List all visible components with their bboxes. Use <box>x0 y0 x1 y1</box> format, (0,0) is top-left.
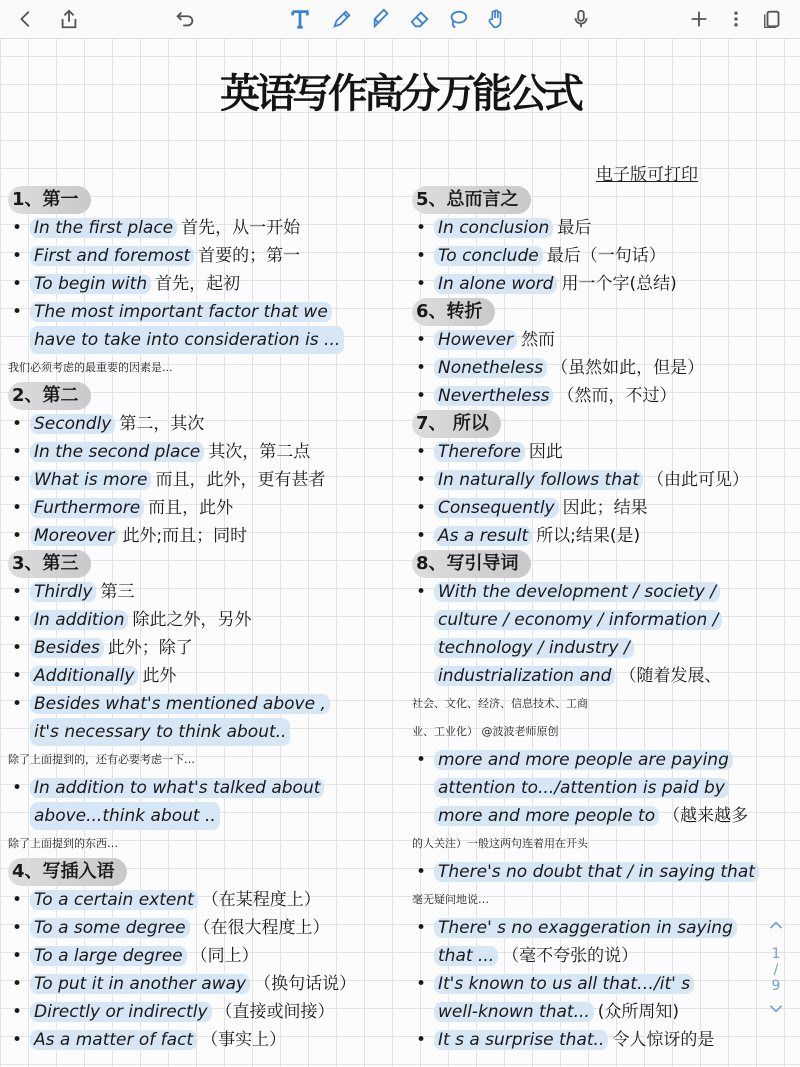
section-heading: 3、第三 <box>8 550 91 578</box>
add-icon[interactable] <box>686 0 712 38</box>
phrase-english: In addition <box>30 610 128 630</box>
list-item <box>8 970 403 998</box>
phrase-text-wrap <box>434 634 634 662</box>
list-item <box>8 606 403 634</box>
phrase-meaning: 然而 <box>521 330 556 350</box>
list-item <box>8 298 403 326</box>
bullet-dot: • <box>416 862 427 882</box>
phrase-continuation: above...think about .. <box>30 802 220 830</box>
continuation-line <box>412 774 800 802</box>
bullet-dot: • <box>12 946 23 966</box>
phrase-text-wrap <box>434 858 759 886</box>
phrase-continuation: attention to.../attention is paid by <box>434 778 729 798</box>
list-item <box>412 746 800 774</box>
section-heading: 2、第二 <box>8 382 91 410</box>
phrase-text-wrap <box>434 494 648 522</box>
phrase-continuation: more and more people to <box>434 806 659 826</box>
phrase-meaning: （虽然如此，但是） <box>551 358 705 378</box>
phrase-meaning: 用一个字(总结) <box>561 274 677 294</box>
phrase-meaning: 首要的；第一 <box>198 246 301 266</box>
phrase-english: To conclude <box>434 246 543 266</box>
phrase-meaning: 最后 <box>557 218 592 238</box>
phrase-text-wrap <box>434 326 555 354</box>
phrase-meaning: （同上） <box>190 946 259 966</box>
phrase-meaning: 令人惊讶的是 <box>612 1030 715 1050</box>
list-item <box>8 466 403 494</box>
list-item <box>8 634 403 662</box>
phrase-meaning: 此外;而且；同时 <box>122 526 248 546</box>
left-column <box>8 186 403 1054</box>
page-navigator <box>766 918 786 1018</box>
bullet-dot: • <box>12 302 23 322</box>
phrase-english: As a matter of fact <box>30 1030 197 1050</box>
list-item <box>412 326 800 354</box>
phrase-english: Nevertheless <box>434 386 553 406</box>
bullet-dot: • <box>12 218 23 238</box>
phrase-meaning: （随着发展、 <box>619 666 722 686</box>
phrase-meaning: （毫不夸张的说） <box>502 946 639 966</box>
phrase-english: As a result <box>434 526 532 546</box>
phrase-text-wrap <box>30 242 300 270</box>
phrase-meaning: 而且，此外，更有甚者 <box>155 470 326 490</box>
bullet-dot: • <box>416 470 427 490</box>
section-heading: 6、转折 <box>412 298 495 326</box>
phrase-meaning: 第三 <box>100 582 135 602</box>
phrase-meaning: （越来越多 <box>663 806 749 826</box>
phrase-continuation: it's necessary to think about.. <box>30 718 290 746</box>
phrase-meaning: （换句话说） <box>254 974 357 994</box>
phrase-text-wrap <box>30 970 356 998</box>
list-item <box>8 774 403 802</box>
lasso-icon[interactable] <box>444 0 472 38</box>
undo-icon[interactable] <box>172 0 198 38</box>
translation-line: 除了上面提到的，还有必要考虑一下… <box>8 753 195 766</box>
bullet-dot: • <box>12 694 23 714</box>
pages-icon[interactable] <box>760 0 786 38</box>
phrase-text-wrap <box>434 802 748 830</box>
section-heading-row <box>8 550 403 578</box>
list-item <box>412 438 800 466</box>
bullet-dot: • <box>12 890 23 910</box>
back-icon[interactable] <box>14 0 38 38</box>
phrase-text-wrap <box>434 1026 714 1054</box>
bullet-dot: • <box>12 526 23 546</box>
pen-icon[interactable] <box>328 0 356 38</box>
phrase-text-wrap <box>30 270 240 298</box>
continuation-line <box>8 802 403 830</box>
phrase-meaning: （直接或间接） <box>215 1002 335 1022</box>
phrase-english: First and foremost <box>30 246 194 266</box>
phrase-english: In naturally follows that <box>434 470 643 490</box>
bullet-dot: • <box>12 246 23 266</box>
phrase-english: Thirdly <box>30 582 96 602</box>
phrase-english: Consequently <box>434 498 559 518</box>
bullet-dot: • <box>416 330 427 350</box>
page-separator: / <box>773 962 779 978</box>
phrase-english: It's known to us all that…/it' s <box>434 974 694 994</box>
bullet-dot: • <box>12 470 23 490</box>
phrase-meaning: （在很大程度上） <box>193 918 330 938</box>
bullet-dot: • <box>12 274 23 294</box>
hand-icon[interactable] <box>482 0 510 38</box>
section-heading: 4、写插入语 <box>8 858 127 886</box>
phrase-text-wrap <box>30 494 233 522</box>
bullet-dot: • <box>416 274 427 294</box>
bullet-dot: • <box>12 1030 23 1050</box>
phrase-english: With the development / society / <box>434 582 720 602</box>
list-item <box>8 998 403 1026</box>
phrase-text-wrap <box>30 438 310 466</box>
phrase-english: What is more <box>30 470 151 490</box>
bullet-dot: • <box>12 918 23 938</box>
phrase-meaning: 最后（一句话） <box>546 246 666 266</box>
list-item <box>412 382 800 410</box>
continuation-line <box>412 634 800 662</box>
list-item <box>412 914 800 942</box>
phrase-text-wrap <box>434 606 722 634</box>
section-heading-row <box>8 382 403 410</box>
translation-line: 业、工业化） @波波老师原创 <box>412 725 559 738</box>
list-item <box>8 410 403 438</box>
phrase-text-wrap <box>434 242 666 270</box>
phrase-text-wrap <box>30 774 324 802</box>
phrase-text-wrap <box>434 270 677 298</box>
bullet-dot: • <box>416 750 427 770</box>
phrase-english: In the second place <box>30 442 204 462</box>
phrase-english: To put it in another away <box>30 974 250 994</box>
phrase-text-wrap <box>30 522 247 550</box>
bullet-dot: • <box>416 498 427 518</box>
bullet-dot: • <box>416 582 427 602</box>
phrase-english: Therefore <box>434 442 525 462</box>
phrase-english: It s a surprise that.. <box>434 1030 608 1050</box>
section-heading: 1、第一 <box>8 186 91 214</box>
phrase-meaning: 此外 <box>142 666 177 686</box>
phrase-continuation: have to take into consideration is ... <box>30 326 344 354</box>
list-item <box>8 270 403 298</box>
phrase-meaning: （由此可见） <box>647 470 750 490</box>
phrase-text-wrap <box>434 438 563 466</box>
list-item <box>8 690 403 718</box>
phrase-english: To a certain extent <box>30 890 198 910</box>
phrase-text-wrap <box>30 634 193 662</box>
list-item <box>8 662 403 690</box>
phrase-text-wrap <box>434 662 721 690</box>
phrase-english: In the first place <box>30 218 177 238</box>
phrase-text-wrap <box>30 466 325 494</box>
phrase-text-wrap <box>30 1026 286 1054</box>
list-item <box>8 886 403 914</box>
phrase-text-wrap <box>30 690 330 718</box>
phrase-english: However <box>434 330 517 350</box>
page-title: 英语写作高分万能公式 <box>220 71 580 117</box>
section-heading-row <box>412 410 800 438</box>
phrase-meaning: 而且，此外 <box>148 498 234 518</box>
right-column <box>412 186 800 1054</box>
bullet-dot: • <box>12 778 23 798</box>
page-up-icon[interactable] <box>766 918 786 934</box>
section-heading-row <box>8 186 403 214</box>
phrase-continuation: industrialization and <box>434 666 615 686</box>
section-heading: 7、 所以 <box>412 410 501 438</box>
phrase-meaning: (众所周知) <box>597 1002 680 1022</box>
phrase-english: In addition to what's talked about <box>30 778 324 798</box>
phrase-english: To begin with <box>30 274 151 294</box>
phrase-meaning: 首先，从一开始 <box>181 218 301 238</box>
phrase-english: Additionally <box>30 666 138 686</box>
bullet-dot: • <box>416 918 427 938</box>
bullet-dot: • <box>416 442 427 462</box>
list-item <box>412 354 800 382</box>
list-item <box>8 438 403 466</box>
bullet-dot: • <box>416 386 427 406</box>
phrase-text-wrap <box>30 606 251 634</box>
translation-line: 毫无疑问地说… <box>412 893 489 906</box>
phrase-text-wrap <box>30 214 300 242</box>
phrase-text-wrap <box>434 942 638 970</box>
list-item <box>8 214 403 242</box>
phrase-meaning: 所以;结果(是) <box>536 526 641 546</box>
phrase-english: Secondly <box>30 414 115 434</box>
phrase-text-wrap <box>434 522 640 550</box>
phrase-text-wrap <box>434 578 720 606</box>
phrase-text-wrap <box>434 214 591 242</box>
translation-line: 除了上面提到的东西… <box>8 837 118 850</box>
section-heading-row <box>412 298 800 326</box>
phrase-meaning: 第二，其次 <box>119 414 205 434</box>
phrase-english: more and more people are paying <box>434 750 733 770</box>
section-heading-row <box>412 186 800 214</box>
list-item <box>8 242 403 270</box>
continuation-line <box>412 662 800 690</box>
toolbar <box>0 0 800 39</box>
bullet-dot: • <box>416 526 427 546</box>
list-item <box>8 494 403 522</box>
section-heading: 8、写引导词 <box>412 550 531 578</box>
bullet-dot: • <box>12 666 23 686</box>
continuation-line <box>412 802 800 830</box>
list-item <box>412 270 800 298</box>
phrase-text-wrap <box>30 662 176 690</box>
phrase-meaning: （然而，不过） <box>557 386 677 406</box>
phrase-english: Directly or indirectly <box>30 1002 212 1022</box>
more-icon[interactable] <box>726 0 746 38</box>
share-icon[interactable] <box>56 0 82 38</box>
phrase-english: Moreover <box>30 526 118 546</box>
phrase-english: To a large degree <box>30 946 187 966</box>
phrase-text-wrap <box>434 774 729 802</box>
phrase-english: In alone word <box>434 274 557 294</box>
phrase-english: Nonetheless <box>434 358 547 378</box>
phrase-english: The most important factor that we <box>30 302 332 322</box>
list-item <box>412 494 800 522</box>
phrase-text-wrap <box>434 382 676 410</box>
phrase-meaning: 除此之外，另外 <box>132 610 252 630</box>
continuation-line <box>412 942 800 970</box>
translation-line: 的人关注）一般这两句连着用在开头 <box>412 837 588 850</box>
list-item <box>8 942 403 970</box>
phrase-continuation: that ... <box>434 946 498 966</box>
bullet-dot: • <box>12 1002 23 1022</box>
total-pages: 9 <box>771 978 781 994</box>
bullet-dot: • <box>416 218 427 238</box>
phrase-text-wrap <box>30 410 204 438</box>
translation-line: 我们必须考虑的最重要的因素是... <box>8 361 173 374</box>
phrase-meaning: （在某程度上） <box>201 890 321 910</box>
list-item <box>8 578 403 606</box>
phrase-english: There' s no exaggeration in saying <box>434 918 737 938</box>
phrase-text-wrap <box>434 354 704 382</box>
bullet-dot: • <box>12 414 23 434</box>
continuation-line <box>412 998 800 1026</box>
list-item <box>412 858 800 886</box>
eraser-icon[interactable] <box>406 0 434 38</box>
translation-line: 社会、文化、经济、信息技术、工商 <box>412 697 588 710</box>
list-item <box>412 466 800 494</box>
bullet-dot: • <box>12 582 23 602</box>
phrase-text-wrap <box>30 886 321 914</box>
phrase-english: There's no doubt that / in saying that <box>434 862 759 882</box>
list-item <box>8 914 403 942</box>
bullet-dot: • <box>12 610 23 630</box>
phrase-english: Besides <box>30 638 104 658</box>
bullet-dot: • <box>416 1030 427 1050</box>
phrase-text-wrap <box>30 998 335 1026</box>
list-item <box>8 522 403 550</box>
phrase-text-wrap <box>434 998 679 1026</box>
bullet-dot: • <box>12 498 23 518</box>
phrase-continuation: technology / industry / <box>434 638 634 658</box>
microphone-icon[interactable] <box>568 0 594 38</box>
bullet-dot: • <box>416 358 427 378</box>
continuation-line <box>8 326 403 354</box>
phrase-text-wrap <box>434 970 694 998</box>
phrase-text-wrap <box>434 466 749 494</box>
list-item <box>412 214 800 242</box>
list-item <box>412 242 800 270</box>
phrase-meaning: 因此；结果 <box>562 498 648 518</box>
continuation-line <box>8 718 403 746</box>
phrase-text-wrap <box>30 298 332 326</box>
current-page: 1 <box>771 946 781 962</box>
phrase-english: Furthermore <box>30 498 144 518</box>
highlighter-icon[interactable] <box>368 0 396 38</box>
phrase-text-wrap <box>30 914 330 942</box>
section-heading: 5、总而言之 <box>412 186 531 214</box>
phrase-text-wrap <box>30 578 134 606</box>
bullet-dot: • <box>12 974 23 994</box>
phrase-text-wrap <box>30 942 259 970</box>
print-note: 电子版可打印 <box>596 165 698 185</box>
phrase-text-wrap <box>434 746 733 774</box>
list-item <box>8 1026 403 1054</box>
phrase-meaning: 因此 <box>528 442 563 462</box>
bullet-dot: • <box>12 638 23 658</box>
list-item <box>412 970 800 998</box>
phrase-continuation: culture / economy / information / <box>434 610 722 630</box>
list-item <box>412 1026 800 1054</box>
phrase-meaning: （事实上） <box>201 1030 287 1050</box>
phrase-meaning: 其次，第二点 <box>208 442 311 462</box>
bullet-dot: • <box>12 442 23 462</box>
section-heading-row <box>8 858 403 886</box>
phrase-english: To a some degree <box>30 918 190 938</box>
bullet-dot: • <box>416 974 427 994</box>
phrase-meaning: 此外；除了 <box>107 638 193 658</box>
text-tool-icon[interactable] <box>286 0 314 38</box>
phrase-english: Besides what's mentioned above , <box>30 694 330 714</box>
section-heading-row <box>412 550 800 578</box>
continuation-line <box>412 606 800 634</box>
page-down-icon[interactable] <box>766 1002 786 1018</box>
phrase-meaning: 首先，起初 <box>155 274 241 294</box>
phrase-text-wrap <box>434 914 737 942</box>
phrase-english: In conclusion <box>434 218 553 238</box>
bullet-dot: • <box>416 246 427 266</box>
list-item <box>412 522 800 550</box>
list-item <box>412 578 800 606</box>
phrase-continuation: well-known that... <box>434 1002 594 1022</box>
